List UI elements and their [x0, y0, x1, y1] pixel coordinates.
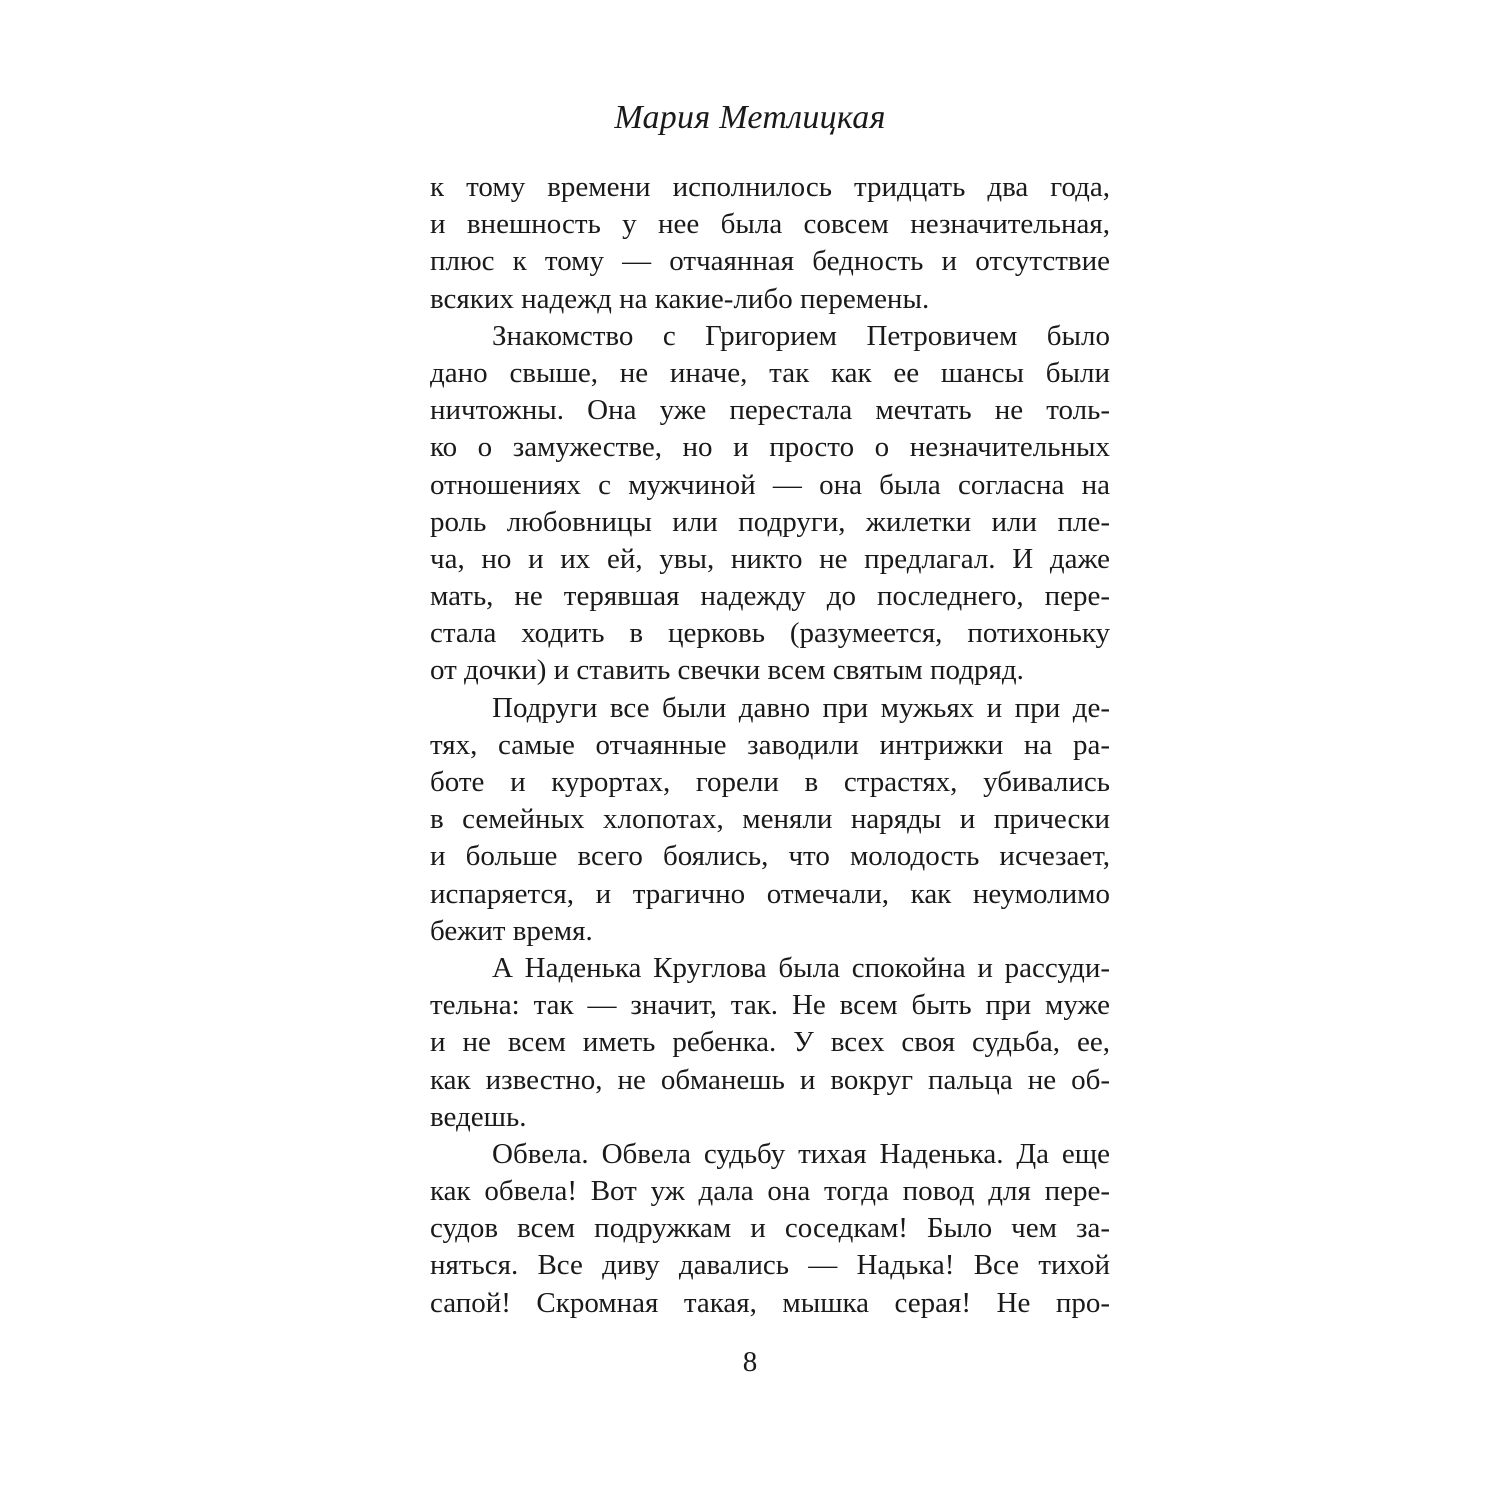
text-line: от дочки) и ставить свечки всем святым подряд. — [430, 654, 1024, 687]
text-line: в семейных хлопотах, меняли наряды и прически — [430, 803, 1110, 836]
text-line: испаряется, и трагично отмечали, как неумолимо — [430, 877, 1110, 910]
paragraph-first-line: Знакомство с Григорием Петровичем было — [492, 319, 1110, 352]
text-line: как известно, не обманешь и вокруг пальца не об- — [430, 1063, 1110, 1096]
text-line: всяких надежд на какие-либо перемены. — [430, 282, 930, 315]
text-line: роль любовницы или подруги, жилетки или пле- — [430, 505, 1110, 538]
text-line: отношениях с мужчиной — она была согласна на — [430, 468, 1110, 501]
text-line: сапой! Скромная такая, мышка серая! Не про- — [430, 1286, 1110, 1319]
text-line: бежит время. — [430, 914, 593, 947]
text-line: тях, самые отчаянные заводили интрижки на ра- — [430, 728, 1110, 761]
text-line: к тому времени исполнилось тридцать два года, — [430, 171, 1110, 203]
paragraph-first-line: А Наденька Круглова была спокойна и рассуди- — [492, 951, 1110, 984]
text-line: и больше всего боялись, что молодость исчезает, — [430, 840, 1110, 873]
text-line: ча, но и их ей, увы, никто не предлагал. И даже — [430, 542, 1110, 575]
text-line: дано свыше, не иначе, так как ее шансы были — [430, 356, 1110, 389]
text-line: ко о замужестве, но и просто о незначительных — [430, 431, 1110, 464]
text-line: и не всем иметь ребенка. У всех своя судьба, ее, — [430, 1026, 1110, 1059]
text-line: плюс к тому — отчаянная бедность и отсутствие — [430, 245, 1110, 278]
text-line: судов всем подружкам и соседкам! Было чем за- — [430, 1212, 1110, 1245]
text-line: боте и курортах, горели в страстях, убивались — [430, 766, 1110, 798]
page-number: 8 — [742, 1346, 758, 1378]
body-text — [430, 169, 1110, 1322]
text-line: мать, не терявшая надежду до последнего, пере- — [430, 580, 1110, 613]
text-line: стала ходить в церковь (разумеется, потихоньку — [430, 617, 1110, 650]
text-line: как обвела! Вот уж дала она тогда повод для пере- — [430, 1175, 1110, 1208]
text-line: няться. Все диву давались — Надька! Все тихой — [430, 1249, 1110, 1282]
text-line: и внешность у нее была совсем незначительная, — [430, 208, 1110, 241]
running-head-author: Мария Метлицкая — [614, 99, 886, 136]
paragraph-first-line: Обвела. Обвела судьбу тихая Наденька. Да еще — [492, 1137, 1110, 1170]
text-line: тельна: так — значит, так. Не всем быть при муже — [430, 989, 1110, 1022]
text-line: ведешь. — [430, 1100, 527, 1133]
text-line: ничтожны. Она уже перестала мечтать не толь- — [430, 394, 1110, 427]
paragraph-first-line: Подруги все были давно при мужьях и при де- — [492, 691, 1110, 724]
